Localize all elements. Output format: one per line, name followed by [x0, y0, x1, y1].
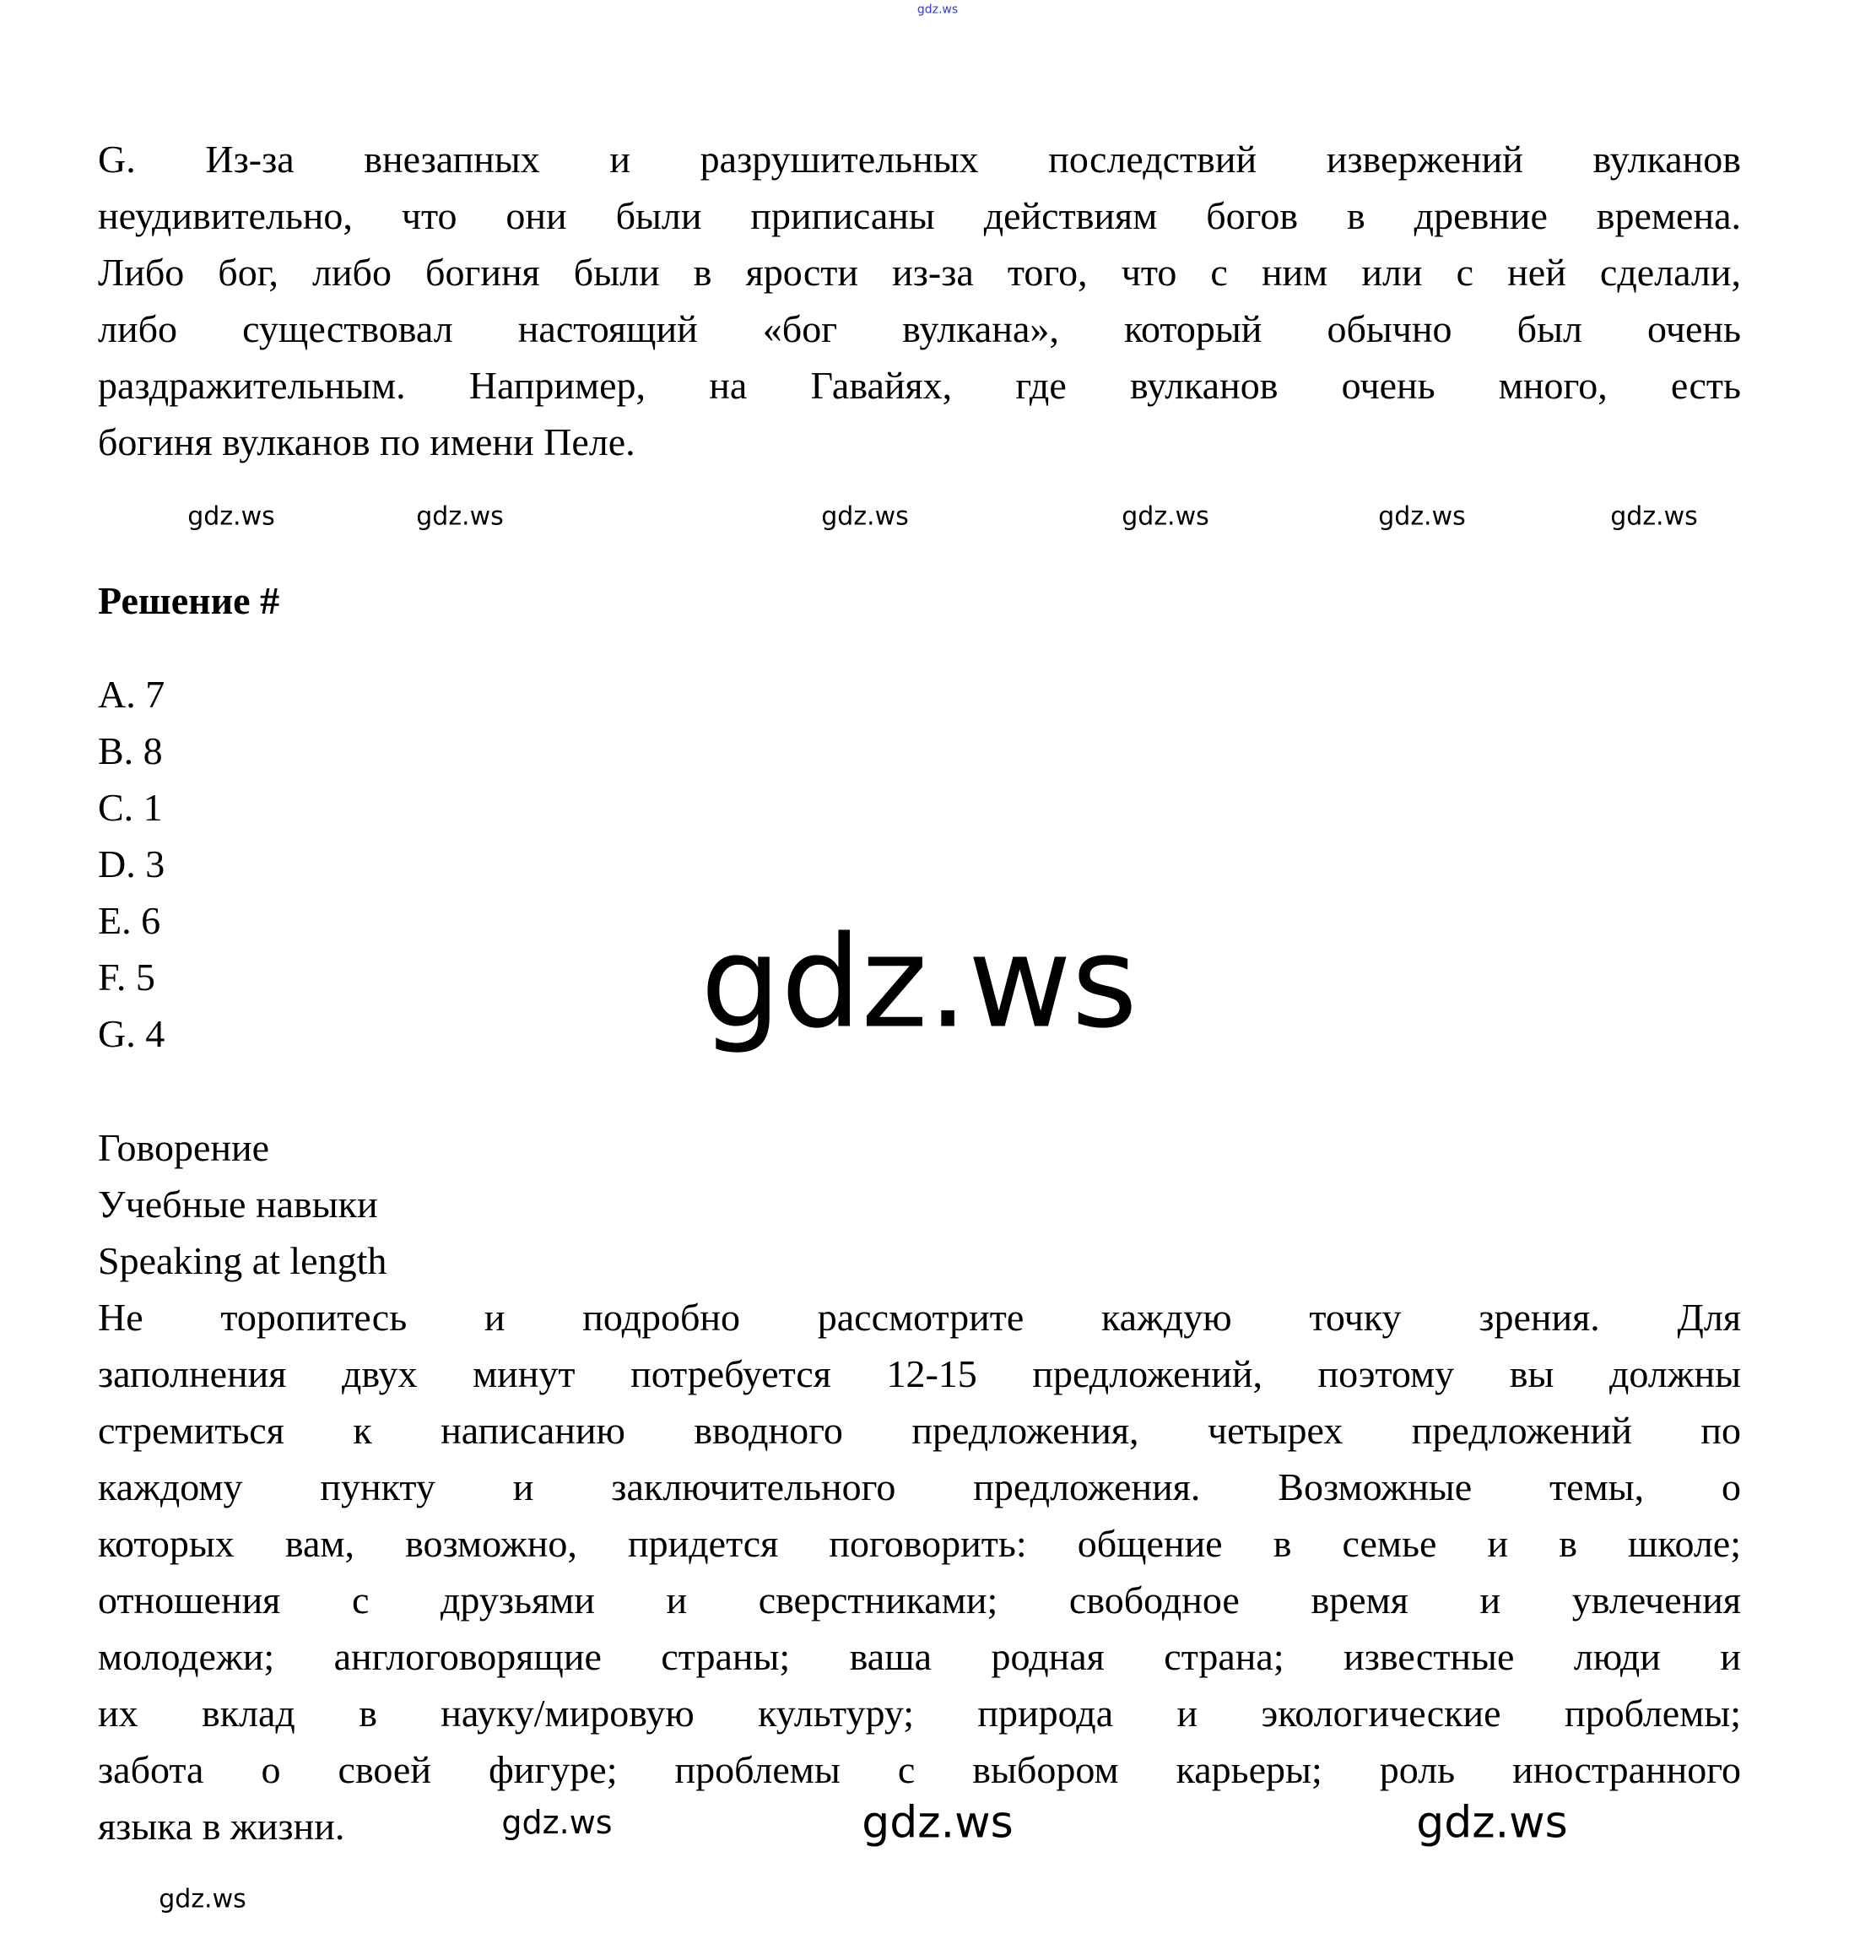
answer-item: A. 7	[98, 673, 165, 716]
watermark-large: gdz.ws	[700, 909, 1138, 1057]
text-line: которых вам, возможно, придется поговорить: общение в семье и в школе;	[98, 1522, 1741, 1565]
text-line: G. Из-за внезапных и разрушительных последствий извержений вулканов	[98, 138, 1741, 181]
text-line: языка в жизни.	[98, 1805, 345, 1848]
section-label: Speaking at length	[98, 1239, 387, 1282]
watermark: gdz.ws	[501, 1804, 613, 1842]
text-line: молодежи; англоговорящие страны; ваша родная страна; известные люди и	[98, 1635, 1741, 1678]
answer-item: G. 4	[98, 1012, 165, 1055]
watermark: gdz.ws	[1378, 501, 1466, 532]
text-line: Не торопитесь и подробно рассмотрите каждую точку зрения. Для	[98, 1296, 1741, 1339]
text-line: забота о своей фигуре; проблемы с выбором карьеры; роль иностранного	[98, 1748, 1741, 1791]
text-line: богиня вулканов по имени Пеле.	[98, 420, 635, 463]
watermark: gdz.ws	[187, 501, 275, 532]
text-line: заполнения двух минут потребуется 12-15 предложений, поэтому вы должны	[98, 1352, 1741, 1395]
text-line: раздражительным. Например, на Гавайях, где вулканов очень много, есть	[98, 364, 1741, 407]
text-line: либо существовал настоящий «бог вулкана», который обычно был очень	[98, 307, 1741, 350]
watermark: gdz.ws	[862, 1797, 1014, 1849]
answer-item: C. 1	[98, 786, 163, 829]
answer-item: B. 8	[98, 729, 163, 772]
section-label: Учебные навыки	[98, 1183, 378, 1226]
watermark: gdz.ws	[1122, 501, 1209, 532]
text-line: их вклад в науку/мировую культуру; природа и экологические проблемы;	[98, 1692, 1741, 1735]
answer-item: F. 5	[98, 956, 155, 999]
answer-item: E. 6	[98, 899, 161, 942]
text-line: Либо бог, либо богиня были в ярости из-за того, что с ним или с ней сделали,	[98, 251, 1741, 294]
watermark: gdz.ws	[821, 501, 909, 532]
watermark: gdz.ws	[416, 501, 504, 532]
text-line: каждому пункту и заключительного предложения. Возможные темы, о	[98, 1465, 1741, 1508]
section-label: Говорение	[98, 1126, 270, 1169]
answer-item: D. 3	[98, 842, 165, 885]
text-line: неудивительно, что они были приписаны действиям богов в древние времена.	[98, 194, 1741, 237]
text-line: отношения с друзьями и сверстниками; свободное время и увлечения	[98, 1578, 1741, 1622]
solution-heading: Решение #	[98, 579, 280, 622]
top-watermark: gdz.ws	[916, 3, 959, 17]
text-line: стремиться к написанию вводного предложения, четырех предложений по	[98, 1409, 1741, 1452]
watermark: gdz.ws	[159, 1884, 246, 1914]
watermark: gdz.ws	[1610, 501, 1698, 532]
watermark: gdz.ws	[1416, 1797, 1568, 1849]
